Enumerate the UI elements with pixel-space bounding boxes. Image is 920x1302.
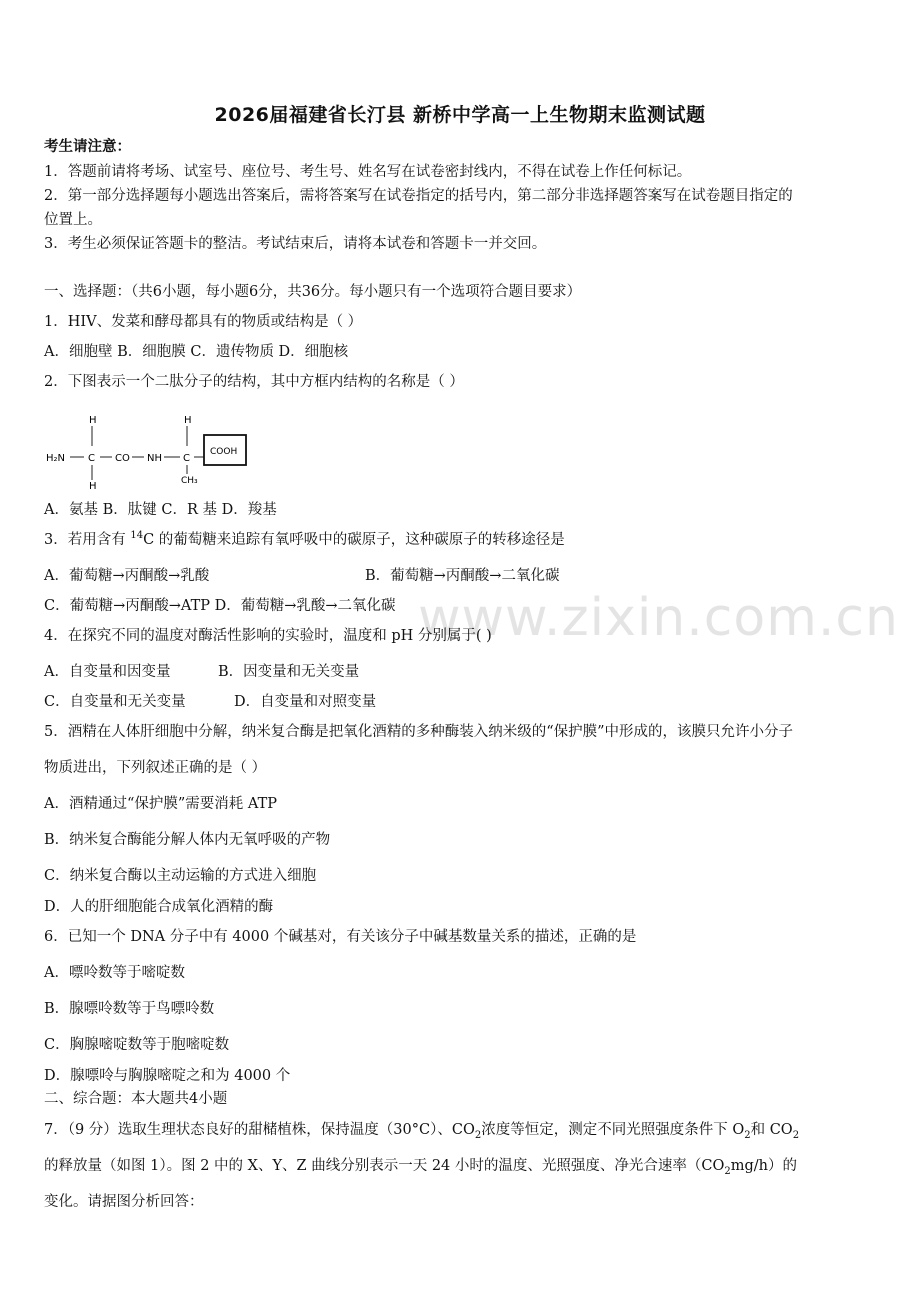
fig-h-bottom-1: H	[89, 481, 97, 490]
q5-option-d: D．人的肝细胞能合成氧化酒精的酶	[44, 899, 274, 915]
notice-item-3: 3．考生必须保证答题卡的整洁。考试结束后，请将本试卷和答题卡一并交回。	[44, 236, 547, 252]
q7-line-3: 变化。请据图分析回答：	[44, 1194, 204, 1210]
q5-stem-line-2: 物质进出，下列叙述正确的是（ ）	[44, 760, 267, 776]
q7-sub-co2-2: 2	[792, 1129, 800, 1141]
q3-option-a: A．葡萄糖→丙酮酸→乳酸	[44, 568, 210, 584]
q3-stem-pre: 3．若用含有	[44, 532, 131, 548]
q4-stem: 4．在探究不同的温度对酶活性影响的实验时，温度和 pH 分别属于( )	[44, 628, 492, 644]
fig-c-1: C	[88, 453, 95, 464]
q6-option-a: A．嘌呤数等于嘧啶数	[44, 965, 185, 981]
q6-option-c: C．胸腺嘧啶数等于胞嘧啶数	[44, 1037, 230, 1053]
q4-option-c: C．自变量和无关变量	[44, 694, 186, 710]
page-title: 2026届福建省长汀县 新桥中学高一上生物期末监测试题	[214, 104, 706, 126]
dipeptide-structure-figure	[44, 410, 264, 490]
notice-item-1: 1．答题前请将考场、试室号、座位号、考生号、姓名写在试卷密封线内，不得在试卷上作任何标记。	[44, 164, 692, 180]
q5-stem-line-1: 5．酒精在人体肝细胞中分解，纳米复合酶是把氧化酒精的多种酶装入纳米级的“保护膜”中形成的，该膜只允许小分子	[44, 724, 794, 740]
q3-stem	[44, 530, 565, 550]
q4-option-d: D．自变量和对照变量	[234, 694, 377, 710]
fig-cooh: COOH	[210, 447, 238, 457]
fig-co: CO	[115, 453, 130, 464]
q7-line-1	[44, 1120, 799, 1140]
q7-line-1-c: 和 CO	[750, 1122, 793, 1138]
q3-option-cd: C．葡萄糖→丙酮酸→ATP D．葡萄糖→乳酸→二氧化碳	[44, 598, 396, 614]
q5-option-c: C．纳米复合酶以主动运输的方式进入细胞	[44, 868, 317, 884]
q6-option-d: D．腺嘌呤与胸腺嘧啶之和为 4000 个	[44, 1068, 291, 1084]
q3-stem-sup: 14	[130, 530, 144, 542]
q2-stem: 2．下图表示一个二肽分子的结构，其中方框内结构的名称是（ ）	[44, 374, 464, 390]
q7-sub-co2-3: 2	[724, 1165, 731, 1177]
notice-item-2: 2．第一部分选择题每小题选出答案后，需将答案写在试卷指定的括号内，第二部分非选择题答案写在试卷题目指定的	[44, 188, 793, 204]
q5-option-a: A．酒精通过“保护膜”需要消耗 ATP	[44, 796, 278, 812]
fig-c-2: C	[183, 453, 190, 464]
q4-option-b: B．因变量和无关变量	[218, 664, 360, 680]
q6-stem: 6．已知一个 DNA 分子中有 4000 个碱基对，有关该分子中碱基数量关系的描述，正确的是	[44, 929, 637, 945]
notice-heading: 考生请注意：	[44, 138, 131, 155]
fig-h-top-2: H	[184, 415, 192, 426]
q4-option-a: A．自变量和因变量	[44, 664, 171, 680]
q3-stem-post: C 的葡萄糖来追踪有氧呼吸中的碳原子，这种碳原子的转移途径是	[143, 532, 565, 548]
notice-item-2-cont: 位置上。	[44, 212, 102, 228]
fig-ch3: CH₃	[181, 476, 198, 486]
fig-nh: NH	[147, 453, 162, 464]
q3-option-b: B．葡萄糖→丙酮酸→二氧化碳	[365, 568, 560, 584]
q7-line-2-b: mg/h）的	[730, 1158, 798, 1174]
fig-h2n: H₂N	[46, 453, 66, 464]
q7-line-2-a: 的释放量（如图 1）。图 2 中的 X、Y、Z 曲线分别表示一天 24 小时的温度、光照强度、净光合速率（CO	[44, 1158, 725, 1174]
q5-option-b: B．纳米复合酶能分解人体内无氧呼吸的产物	[44, 832, 331, 848]
fig-h-top-1: H	[89, 415, 97, 426]
q6-option-b: B．腺嘌呤数等于鸟嘌呤数	[44, 1001, 215, 1017]
q1-stem: 1．HIV、发菜和酵母都具有的物质或结构是（ ）	[44, 314, 363, 330]
q7-sub-o2: 2	[744, 1129, 751, 1141]
watermark: www.zixin.com.cn	[418, 588, 899, 648]
section-1-heading: 一、选择题：（共6小题，每小题6分，共36分。每小题只有一个选项符合题目要求）	[44, 284, 582, 300]
q7-line-2	[44, 1156, 797, 1176]
q7-sub-co2-1: 2	[474, 1129, 482, 1141]
q7-line-1-a: 7．（9 分）选取生理状态良好的甜槠植株，保持温度（30°C）、CO	[44, 1122, 475, 1138]
section-2-heading: 二、综合题：本大题共4小题	[44, 1091, 228, 1107]
q1-options: A．细胞壁 B．细胞膜 C．遗传物质 D．细胞核	[44, 344, 349, 360]
q2-options: A．氨基 B．肽键 C．R 基 D．羧基	[44, 502, 277, 518]
q7-line-1-b: 浓度等恒定，测定不同光照强度条件下 O	[481, 1122, 745, 1138]
